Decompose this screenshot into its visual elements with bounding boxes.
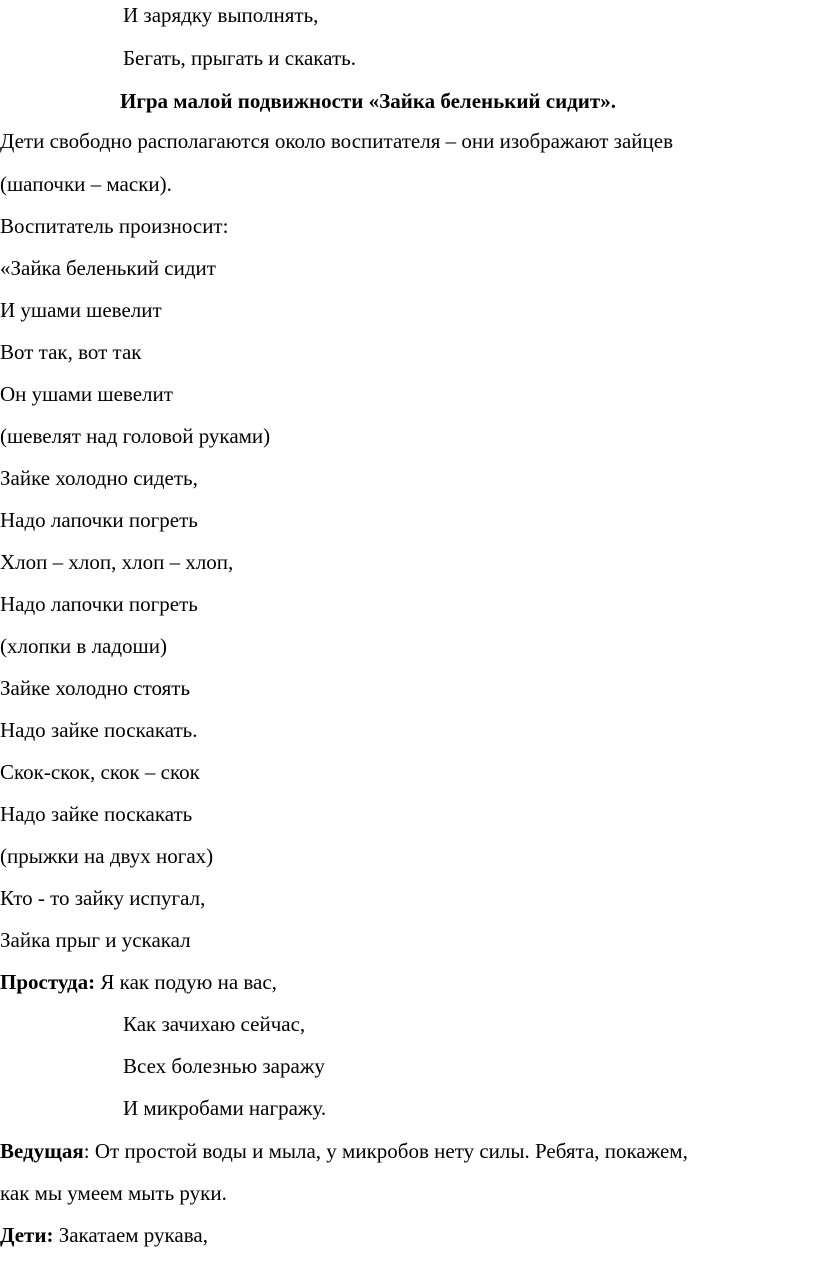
poem-line: Он ушами шевелит	[0, 382, 173, 406]
intro-line-1: Дети свободно располагаются около воспитателя – они изображают зайцев	[0, 129, 673, 153]
host-speaker-label: Ведущая	[0, 1139, 84, 1163]
poem-line: Хлоп – хлоп, хлоп – хлоп,	[0, 550, 234, 574]
kids-line-text: Закатаем рукава,	[53, 1223, 208, 1247]
kids-speaker-label: Дети:	[0, 1223, 54, 1247]
poem-line: Вот так, вот так	[0, 340, 142, 364]
game-title: Игра малой подвижности «Зайка беленький сидит».	[120, 89, 616, 113]
cold-line: Как зачихаю сейчас,	[123, 1012, 306, 1036]
poem-line: И ушами шевелит	[0, 298, 162, 322]
cold-line: Всех болезнью заражу	[123, 1054, 325, 1078]
poem-line: (хлопки в ладоши)	[0, 634, 167, 658]
intro-line-2: (шапочки – маски).	[0, 172, 172, 196]
poem-line: Зайке холодно сидеть,	[0, 466, 198, 490]
poem-line: Зайке холодно стоять	[0, 676, 191, 700]
host-line-1	[0, 1138, 688, 1164]
cold-line-text: Я как подую на вас,	[95, 970, 277, 994]
poem-line: Скок-скок, скок – скок	[0, 760, 200, 784]
poem-line: Надо зайке поскакать.	[0, 718, 198, 742]
verse-line-2: Бегать, прыгать и скакать.	[123, 46, 356, 70]
host-line-text: : От простой воды и мыла, у микробов нету силы. Ребята, покажем,	[83, 1139, 688, 1163]
host-line-2: как мы умеем мыть руки.	[0, 1181, 227, 1205]
poem-line: Надо лапочки погреть	[0, 508, 198, 532]
cold-line: И микробами награжу.	[123, 1096, 327, 1120]
cold-speaker-label: Простуда:	[0, 970, 96, 994]
poem-line: Кто - то зайку испугал,	[0, 886, 206, 910]
poem-line: Надо зайке поскакать	[0, 802, 193, 826]
teacher-says: Воспитатель произносит:	[0, 214, 229, 238]
poem-line: Зайка прыг и ускакал	[0, 928, 191, 952]
poem-line: «Зайка беленький сидит	[0, 256, 216, 280]
poem-line: (прыжки на двух ногах)	[0, 844, 214, 868]
verse-line-1: И зарядку выполнять,	[123, 3, 319, 27]
kids-line	[0, 1222, 208, 1248]
poem-line: (шевелят над головой руками)	[0, 424, 271, 448]
cold-line-1	[0, 969, 277, 995]
poem-line: Надо лапочки погреть	[0, 592, 198, 616]
